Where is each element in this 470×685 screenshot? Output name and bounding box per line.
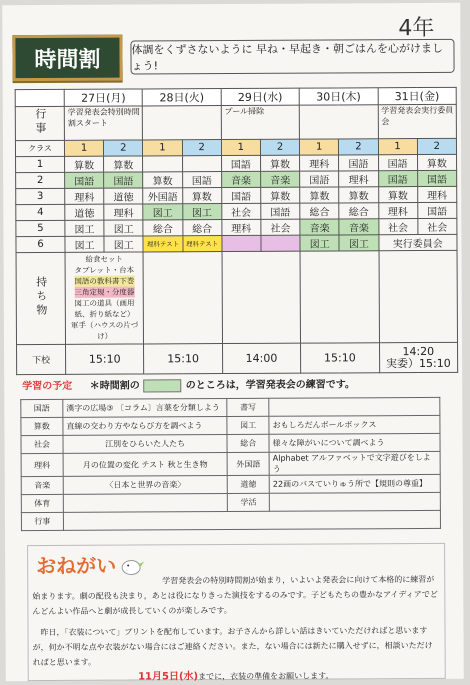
subject-cell: 算数 <box>261 187 300 203</box>
subject-cell: 社会 <box>222 203 261 219</box>
subject-cell: 総合 <box>300 203 339 219</box>
deadline-date: 11月5日(水) <box>138 671 199 683</box>
subject-cell: 実行委員会 <box>378 234 457 250</box>
plan-text <box>63 494 227 513</box>
subject-cell: 社会 <box>261 219 300 235</box>
subject-cell: 国語 <box>221 155 260 171</box>
subject-cell: 理科 <box>378 203 417 219</box>
subject-cell: 音楽 <box>300 219 339 235</box>
subject-cell: 算数 <box>417 154 456 170</box>
plan-text <box>269 397 440 416</box>
subject-label: 理科 <box>21 453 63 476</box>
subject-cell: 理科 <box>300 155 339 171</box>
class-2-header: 2 <box>104 140 143 156</box>
day-header: 29日(水) <box>221 88 299 105</box>
event-cell <box>143 106 222 140</box>
grade-label: 4年 <box>398 15 435 42</box>
study-plan-heading: 学習の予定 ＊時間割の のところは，学習発表会の練習です。 <box>22 379 355 393</box>
class-2-header: 2 <box>339 139 378 155</box>
subject-cell: 道徳 <box>104 188 143 204</box>
practice-color-swatch <box>144 379 182 392</box>
subject-cell: 理科 <box>222 219 261 235</box>
subject-cell: 理科テスト <box>183 236 222 252</box>
belonging-item: 国語の教科書下巻 <box>74 276 135 286</box>
handout-page <box>2 3 464 681</box>
onegai-logo: おねがい <box>36 551 145 580</box>
event-cell: 学習発表会特別時間割スタート <box>64 106 143 140</box>
subject-label: 音楽 <box>21 476 63 494</box>
subject-cell: 社会 <box>418 218 457 234</box>
subject-cell: 算数 <box>260 155 299 171</box>
notice-paragraph-2: 昨日，「衣装について」プリントを配布しています。お子さんから詳しい話はきいていただければと思いますが，何か不明な点や衣装がない場合にはご連絡ください。また，ない場合には新たに購入せずに，相談いただければと思います。 <box>32 625 433 668</box>
event-cell: プール掃除 <box>221 105 300 139</box>
belongings-label: 持ち物 <box>16 252 65 344</box>
study-plan-table <box>20 397 441 531</box>
subject-cell: 国語 <box>378 171 417 187</box>
subject-cell: 図工 <box>65 236 104 252</box>
plan-text: Alphabet アルファベットで文字遊びをしよう <box>269 451 440 475</box>
motto-banner: 体調をくずさないように 早ね・早起き・朝ごはんを心がけましょう! <box>130 39 454 75</box>
subject-cell: 算数 <box>378 187 417 203</box>
subject-cell: 理科テスト <box>143 236 182 252</box>
subject-cell: 国語 <box>104 172 143 188</box>
subject-cell: 国語 <box>261 203 300 219</box>
belongings-cell <box>379 250 458 342</box>
plan-text: 22画のバスていりゅう所で【規則の尊重】 <box>269 474 440 493</box>
subject-cell: 音楽 <box>339 219 378 235</box>
period-number: 3 <box>16 188 65 204</box>
subject-cell <box>222 235 261 251</box>
subject-cell: 国語 <box>182 172 221 188</box>
corner-cell <box>15 89 64 106</box>
plan-text: 月の位置の変化 テスト 秋と生き物 <box>63 453 227 477</box>
plan-text <box>63 510 440 530</box>
class-1-header: 1 <box>300 139 339 155</box>
subject-label: 総合 <box>227 434 269 452</box>
class-1-header: 1 <box>378 139 417 155</box>
dismissal-time: 15:10 <box>66 344 145 374</box>
class-1-header: 1 <box>143 140 182 156</box>
plan-text: 直線の交わり方やならび方を調べよう <box>63 417 227 436</box>
subject-cell: 図工 <box>104 220 143 236</box>
belonging-item: 図工の道具（画用紙、折り紙など） <box>74 298 135 319</box>
plan-text: 〈日本と世界の音楽〉 <box>63 476 227 495</box>
subject-label: 国語 <box>21 399 63 417</box>
plan-text: 江別をひらいた人たち <box>63 435 227 454</box>
class-1-header: 1 <box>64 140 103 156</box>
belonging-item: 軍手（ハウスの片づけ） <box>70 320 139 341</box>
subject-cell: 音楽 <box>221 171 260 187</box>
class-label: クラス <box>15 140 64 156</box>
subject-cell: 国語 <box>339 155 378 171</box>
dismissal-time: 14:00 <box>222 343 301 373</box>
subject-cell: 算数 <box>300 187 339 203</box>
subject-label: 社会 <box>21 435 63 453</box>
event-cell <box>299 105 378 139</box>
page-title: 時間割 <box>12 35 122 82</box>
subject-label: 外国語 <box>227 452 269 475</box>
subject-cell: 図工 <box>104 236 143 252</box>
notice-paragraph-1: 学習発表会の特別時間割が始まり，いよいよ発表会に向けて本格的に練習が始まります。劇の配役も決まり，あとは役になりきった演技をするのみです。子どもたちの豊かなアイディアでどんどんよい作品へと劇が成長していくのが楽しみです。 <box>32 574 438 617</box>
dismissal-time: 15:10 <box>144 344 223 374</box>
event-cell: 学習発表会実行委員会 <box>378 104 457 138</box>
subject-cell: 総合 <box>339 203 378 219</box>
subject-cell: 理科 <box>65 188 104 204</box>
subject-cell: 算数 <box>339 187 378 203</box>
day-header: 30日(木) <box>299 88 377 105</box>
subject-cell: 理科 <box>417 186 456 202</box>
day-header: 28日(火) <box>143 89 221 106</box>
dismissal-label: 下校 <box>17 344 66 374</box>
subject-cell: 道徳 <box>65 204 104 220</box>
subject-cell: 図工 <box>300 235 339 251</box>
subject-cell: 理科 <box>339 171 378 187</box>
belonging-item: タブレット・台本 <box>74 265 135 275</box>
schedule-table <box>15 87 458 375</box>
belongings-cell <box>143 252 222 344</box>
belongings-list-mon <box>65 252 144 344</box>
subject-cell: 算数 <box>65 156 104 172</box>
belonging-item: 給食セット <box>85 254 124 264</box>
subject-label: 道徳 <box>227 475 269 493</box>
plan-text: 漢字の広場③ 〔コラム〕言葉を分類しよう <box>63 399 227 418</box>
events-label: 行事 <box>15 106 64 140</box>
class-2-header: 2 <box>260 139 299 155</box>
subject-label: 図工 <box>227 416 269 434</box>
plan-text: 様々な障がいについて調べよう <box>269 433 440 452</box>
subject-cell: 国語 <box>378 155 417 171</box>
period-number: 5 <box>16 220 65 236</box>
request-notice <box>27 543 446 681</box>
subject-cell: 国語 <box>417 170 456 186</box>
subject-cell: 国語 <box>65 172 104 188</box>
notice-deadline-line: 11月5日(水)までに，衣装の準備をお願いします。 <box>138 671 334 683</box>
period-number: 2 <box>16 172 65 188</box>
subject-label: 算数 <box>21 417 63 435</box>
class-1-header: 1 <box>221 139 260 155</box>
day-header: 27日(月) <box>64 89 142 106</box>
subject-label: 書写 <box>227 398 269 416</box>
subject-cell: 音楽 <box>261 171 300 187</box>
subject-cell: 国語 <box>221 187 260 203</box>
plan-text <box>269 492 440 511</box>
subject-cell: 理科 <box>104 204 143 220</box>
subject-cell: 国語 <box>300 171 339 187</box>
subject-cell: 図工 <box>182 204 221 220</box>
belongings-cell <box>222 251 301 343</box>
subject-cell <box>182 156 221 172</box>
subject-cell: 総合 <box>182 220 221 236</box>
subject-label: 学活 <box>228 493 270 511</box>
class-2-header: 2 <box>182 140 221 156</box>
subject-cell: 外国語 <box>143 188 182 204</box>
day-header: 31日(金) <box>378 87 457 104</box>
subject-cell: 総合 <box>143 220 182 236</box>
belonging-item: 三角定規・分度器 <box>74 287 135 297</box>
subject-cell: 社会 <box>378 219 417 235</box>
period-number: 4 <box>16 204 65 220</box>
dismissal-time: 15:10 <box>301 343 380 373</box>
subject-cell: 図工 <box>143 204 182 220</box>
notice-body <box>32 572 439 685</box>
subject-cell: 国語 <box>417 202 456 218</box>
period-number: 6 <box>16 236 65 252</box>
subject-cell: 算数 <box>104 156 143 172</box>
subject-cell <box>261 235 300 251</box>
dismissal-time-fri: 14:20 実委）15:10 <box>379 342 458 372</box>
period-number: 1 <box>16 156 65 172</box>
subject-cell: 図工 <box>339 235 378 251</box>
subject-cell: 図工 <box>65 220 104 236</box>
subject-cell <box>143 156 182 172</box>
belongings-cell <box>300 251 379 343</box>
plan-text: おもしろだんボールボックス <box>269 415 440 434</box>
subject-cell: 算数 <box>143 172 182 188</box>
subject-cell: 算数 <box>182 188 221 204</box>
class-2-header: 2 <box>417 138 456 154</box>
subject-label: 行事 <box>21 512 63 530</box>
subject-label: 体育 <box>21 494 63 512</box>
